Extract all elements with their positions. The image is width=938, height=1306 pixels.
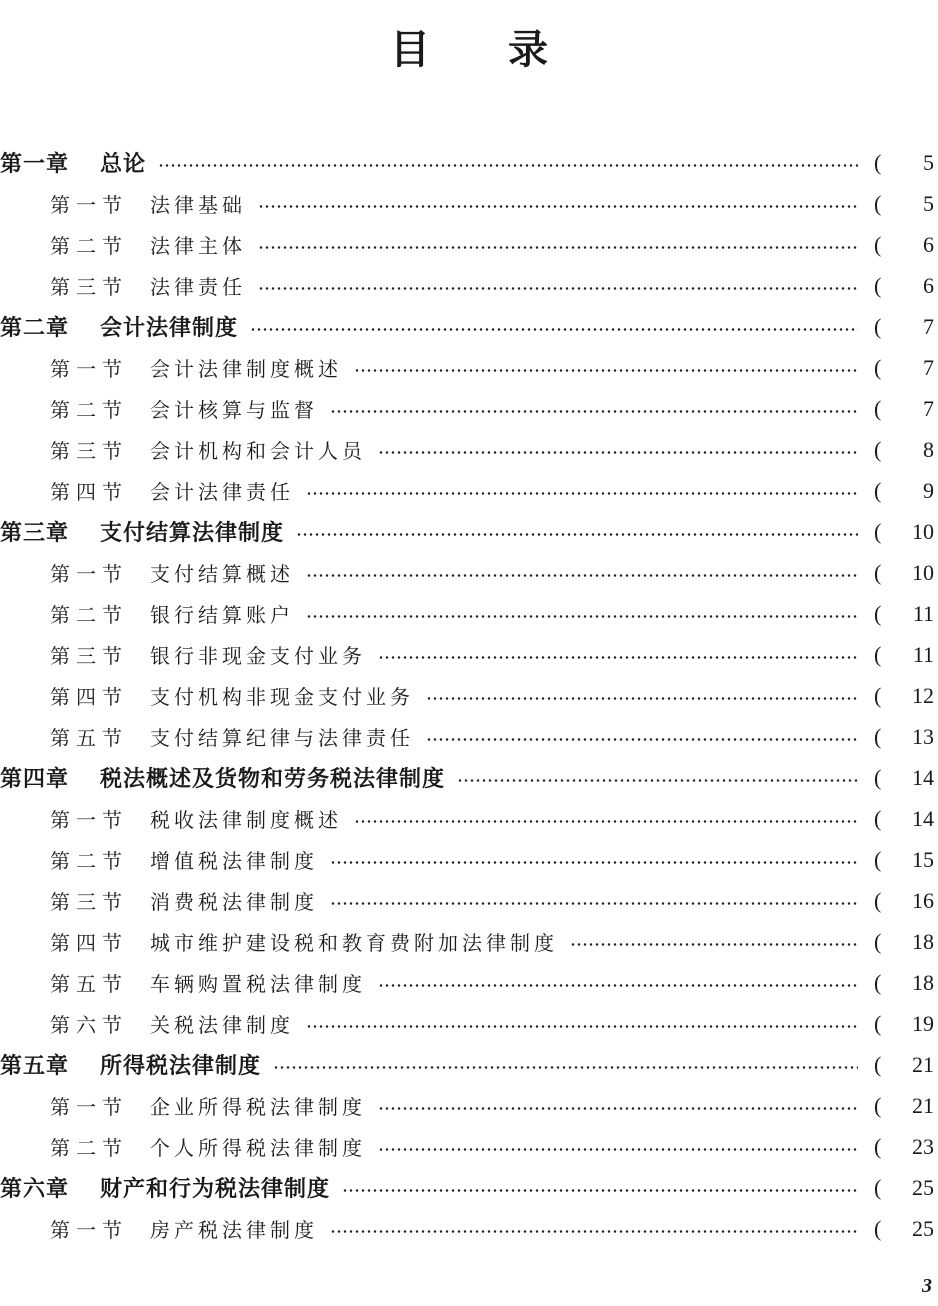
page-number-ref: 16 xyxy=(912,887,934,913)
page-reference xyxy=(874,396,938,422)
section-title: 银行非现金支付业务 xyxy=(150,644,366,668)
section-number: 第一节 xyxy=(50,357,128,381)
page-reference xyxy=(874,1216,938,1242)
section-title: 个人所得税法律制度 xyxy=(150,1136,366,1160)
page-paren: ( xyxy=(874,928,882,954)
dot-leader xyxy=(330,902,858,905)
page-paren: ( xyxy=(874,1051,882,1077)
dot-leader xyxy=(570,943,858,946)
page-reference xyxy=(874,1052,938,1078)
toc-section-entry[interactable] xyxy=(0,470,938,511)
section-title: 企业所得税法律制度 xyxy=(150,1095,366,1119)
page-reference xyxy=(874,478,938,504)
page-number-ref: 25 xyxy=(912,1215,934,1241)
section-number: 第一节 xyxy=(50,1095,128,1119)
section-title: 城市维护建设税和教育费附加法律制度 xyxy=(150,931,558,955)
dot-leader xyxy=(330,410,858,413)
dot-leader xyxy=(330,861,858,864)
page-reference xyxy=(874,642,938,668)
table-of-contents xyxy=(0,142,938,1249)
page-paren: ( xyxy=(874,354,882,380)
section-number: 第五节 xyxy=(50,726,128,750)
page-number-ref: 15 xyxy=(912,846,934,872)
toc-chapter-entry[interactable] xyxy=(0,757,938,798)
section-title: 支付结算概述 xyxy=(150,562,294,586)
chapter-number: 第一章 xyxy=(0,152,70,177)
page-paren: ( xyxy=(874,518,882,544)
page-reference xyxy=(874,724,938,750)
chapter-number: 第四章 xyxy=(0,767,70,792)
section-title: 支付结算纪律与法律责任 xyxy=(150,726,414,750)
chapter-number: 第五章 xyxy=(0,1054,70,1079)
page-reference xyxy=(874,847,938,873)
toc-section-entry[interactable] xyxy=(0,183,938,224)
page-number-ref: 11 xyxy=(912,600,934,626)
section-title: 关税法律制度 xyxy=(150,1013,294,1037)
toc-section-entry[interactable] xyxy=(0,347,938,388)
section-title: 税收法律制度概述 xyxy=(150,808,342,832)
page-number-ref: 25 xyxy=(912,1174,934,1200)
page-paren: ( xyxy=(874,1092,882,1118)
dot-leader xyxy=(330,1230,858,1233)
page-number-ref: 10 xyxy=(912,518,934,544)
page-number-ref: 19 xyxy=(912,1010,934,1036)
page-reference xyxy=(874,888,938,914)
dot-leader xyxy=(273,1066,858,1069)
page-paren: ( xyxy=(874,1010,882,1036)
section-number: 第三节 xyxy=(50,890,128,914)
toc-section-entry[interactable] xyxy=(0,1126,938,1167)
chapter-title: 会计法律制度 xyxy=(100,316,239,341)
page-reference xyxy=(874,519,938,545)
page-paren: ( xyxy=(874,395,882,421)
page-number-ref: 7 xyxy=(923,395,934,421)
toc-chapter-entry[interactable] xyxy=(0,1044,938,1085)
page-reference xyxy=(874,1093,938,1119)
section-title: 消费税法律制度 xyxy=(150,890,318,914)
page-number-ref: 10 xyxy=(912,559,934,585)
section-number: 第五节 xyxy=(50,972,128,996)
toc-section-entry[interactable] xyxy=(0,265,938,306)
dot-leader xyxy=(258,205,858,208)
page-number-ref: 7 xyxy=(923,313,934,339)
section-number: 第二节 xyxy=(50,398,128,422)
section-number: 第一节 xyxy=(50,1218,128,1242)
section-number: 第一节 xyxy=(50,562,128,586)
section-number: 第四节 xyxy=(50,931,128,955)
section-number: 第二节 xyxy=(50,603,128,627)
section-number: 第三节 xyxy=(50,439,128,463)
page-number-ref: 9 xyxy=(923,477,934,503)
dot-leader xyxy=(306,492,858,495)
dot-leader xyxy=(306,1025,858,1028)
toc-section-entry[interactable] xyxy=(0,1208,938,1249)
page-paren: ( xyxy=(874,1215,882,1241)
section-title: 会计法律责任 xyxy=(150,480,294,504)
page-paren: ( xyxy=(874,682,882,708)
section-title: 增值税法律制度 xyxy=(150,849,318,873)
page-reference xyxy=(874,560,938,586)
section-title: 法律主体 xyxy=(150,234,246,258)
page-reference xyxy=(874,355,938,381)
toc-section-entry[interactable] xyxy=(0,388,938,429)
page-paren: ( xyxy=(874,969,882,995)
chapter-title: 税法概述及货物和劳务税法律制度 xyxy=(100,767,446,792)
dot-leader xyxy=(342,1189,858,1192)
page-number-ref: 6 xyxy=(923,231,934,257)
page-number-ref: 12 xyxy=(912,682,934,708)
chapter-number: 第三章 xyxy=(0,521,70,546)
toc-chapter-entry[interactable] xyxy=(0,306,938,347)
page-paren: ( xyxy=(874,600,882,626)
dot-leader xyxy=(258,287,858,290)
dot-leader xyxy=(296,533,858,536)
section-title: 会计法律制度概述 xyxy=(150,357,342,381)
dot-leader xyxy=(378,1107,858,1110)
page-paren: ( xyxy=(874,764,882,790)
section-number: 第三节 xyxy=(50,644,128,668)
toc-section-entry[interactable] xyxy=(0,716,938,757)
section-title: 会计机构和会计人员 xyxy=(150,439,366,463)
chapter-number: 第二章 xyxy=(0,316,70,341)
page-paren: ( xyxy=(874,887,882,913)
section-title: 银行结算账户 xyxy=(150,603,294,627)
dot-leader xyxy=(426,738,858,741)
page-reference xyxy=(874,273,938,299)
page-number-ref: 14 xyxy=(912,764,934,790)
page-paren: ( xyxy=(874,1133,882,1159)
page-reference xyxy=(874,191,938,217)
page-paren: ( xyxy=(874,436,882,462)
toc-chapter-entry[interactable] xyxy=(0,511,938,552)
page-paren: ( xyxy=(874,1174,882,1200)
page-paren: ( xyxy=(874,723,882,749)
chapter-number: 第六章 xyxy=(0,1177,70,1202)
toc-section-entry[interactable] xyxy=(0,429,938,470)
toc-section-entry[interactable] xyxy=(0,921,938,962)
dot-leader xyxy=(378,656,858,659)
toc-chapter-entry[interactable] xyxy=(0,142,938,183)
page-reference xyxy=(874,1175,938,1201)
section-title: 法律责任 xyxy=(150,275,246,299)
toc-section-entry[interactable] xyxy=(0,224,938,265)
page-reference xyxy=(874,150,938,176)
chapter-title: 所得税法律制度 xyxy=(100,1054,262,1079)
toc-section-entry[interactable] xyxy=(0,880,938,921)
section-number: 第一节 xyxy=(50,193,128,217)
toc-section-entry[interactable] xyxy=(0,798,938,839)
page-title: 目录 xyxy=(390,27,626,73)
chapter-title: 支付结算法律制度 xyxy=(100,521,285,546)
page-number-ref: 5 xyxy=(923,190,934,216)
section-number: 第一节 xyxy=(50,808,128,832)
dot-leader xyxy=(306,615,858,618)
page-paren: ( xyxy=(874,846,882,872)
page-reference xyxy=(874,437,938,463)
section-number: 第四节 xyxy=(50,685,128,709)
page-number: 3 xyxy=(922,1275,932,1297)
dot-leader xyxy=(158,164,858,167)
section-number: 第六节 xyxy=(50,1013,128,1037)
page-reference xyxy=(874,765,938,791)
section-number: 第三节 xyxy=(50,275,128,299)
dot-leader xyxy=(306,574,858,577)
toc-section-entry[interactable] xyxy=(0,675,938,716)
page-reference xyxy=(874,1134,938,1160)
toc-section-entry[interactable] xyxy=(0,839,938,880)
dot-leader xyxy=(378,984,858,987)
page-paren: ( xyxy=(874,559,882,585)
page-reference xyxy=(874,601,938,627)
page-paren: ( xyxy=(874,231,882,257)
section-number: 第四节 xyxy=(50,480,128,504)
page-number-ref: 14 xyxy=(912,805,934,831)
toc-section-entry[interactable] xyxy=(0,962,938,1003)
page-paren: ( xyxy=(874,149,882,175)
page-reference xyxy=(874,929,938,955)
page-number-ref: 13 xyxy=(912,723,934,749)
dot-leader xyxy=(378,451,858,454)
page-number-ref: 21 xyxy=(912,1092,934,1118)
dot-leader xyxy=(354,820,858,823)
section-title: 车辆购置税法律制度 xyxy=(150,972,366,996)
page-number-ref: 21 xyxy=(912,1051,934,1077)
section-title: 法律基础 xyxy=(150,193,246,217)
page-reference xyxy=(874,970,938,996)
dot-leader xyxy=(258,246,858,249)
page-number-ref: 7 xyxy=(923,354,934,380)
page-reference xyxy=(874,683,938,709)
page-paren: ( xyxy=(874,190,882,216)
page-number-ref: 5 xyxy=(923,149,934,175)
page-number-ref: 18 xyxy=(912,969,934,995)
toc-section-entry[interactable] xyxy=(0,1003,938,1044)
page-reference xyxy=(874,1011,938,1037)
section-number: 第二节 xyxy=(50,1136,128,1160)
dot-leader xyxy=(354,369,858,372)
page-paren: ( xyxy=(874,313,882,339)
toc-chapter-entry[interactable] xyxy=(0,1167,938,1208)
dot-leader xyxy=(426,697,858,700)
section-title: 房产税法律制度 xyxy=(150,1218,318,1242)
chapter-title: 财产和行为税法律制度 xyxy=(100,1177,331,1202)
page-number-ref: 8 xyxy=(923,436,934,462)
chapter-title: 总论 xyxy=(100,152,147,177)
page-paren: ( xyxy=(874,641,882,667)
toc-section-entry[interactable] xyxy=(0,552,938,593)
section-number: 第二节 xyxy=(50,234,128,258)
page-number-ref: 18 xyxy=(912,928,934,954)
page-paren: ( xyxy=(874,272,882,298)
dot-leader xyxy=(250,328,858,331)
page-number-ref: 23 xyxy=(912,1133,934,1159)
page-paren: ( xyxy=(874,805,882,831)
page-number-ref: 6 xyxy=(923,272,934,298)
section-title: 支付机构非现金支付业务 xyxy=(150,685,414,709)
toc-section-entry[interactable] xyxy=(0,634,938,675)
page-reference xyxy=(874,806,938,832)
dot-leader xyxy=(378,1148,858,1151)
section-title: 会计核算与监督 xyxy=(150,398,318,422)
page-number-ref: 11 xyxy=(912,641,934,667)
dot-leader xyxy=(457,779,858,782)
section-number: 第二节 xyxy=(50,849,128,873)
page-reference xyxy=(874,232,938,258)
page-reference xyxy=(874,314,938,340)
page-paren: ( xyxy=(874,477,882,503)
toc-section-entry[interactable] xyxy=(0,1085,938,1126)
toc-section-entry[interactable] xyxy=(0,593,938,634)
